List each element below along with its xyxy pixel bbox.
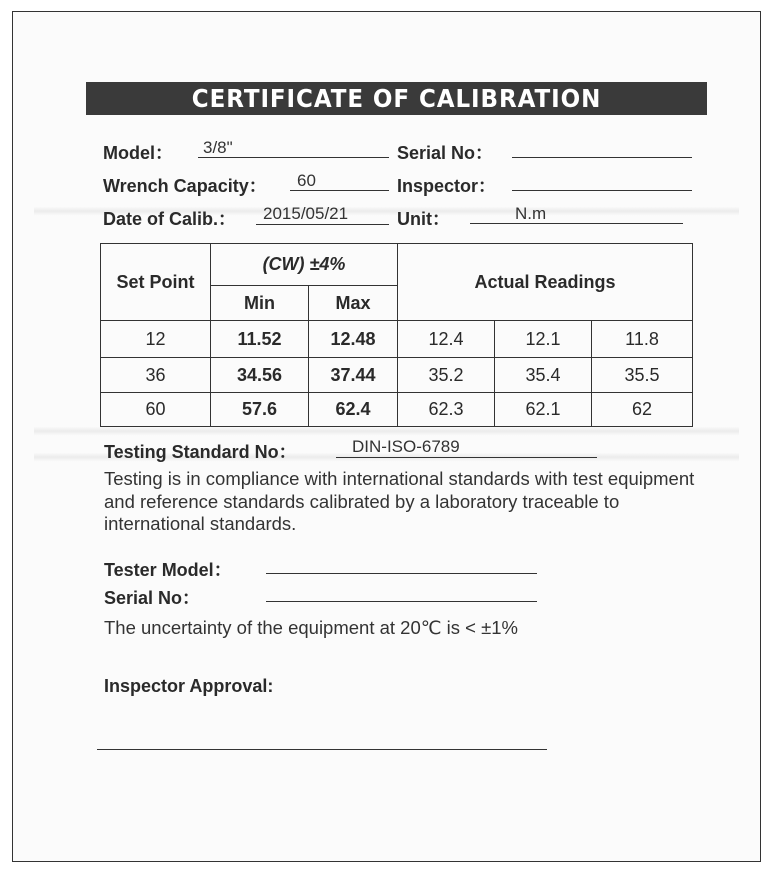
table-header-row [101, 244, 693, 286]
table-row [101, 321, 693, 358]
scan-artifact [34, 426, 739, 436]
reading-cell: 62.1 [495, 393, 592, 427]
max-cell: 12.48 [309, 321, 398, 358]
reading-cell: 62.3 [398, 393, 495, 427]
testing-standard-label: Testing Standard No： [104, 442, 297, 462]
cw-tolerance-header: (CW) ±4% [211, 244, 398, 286]
reading-cell: 12.1 [495, 321, 592, 358]
max-cell: 62.4 [309, 393, 398, 427]
table-row [101, 358, 693, 393]
set-point-cell: 36 [101, 358, 211, 393]
min-cell: 34.56 [211, 358, 309, 393]
min-cell: 57.6 [211, 393, 309, 427]
capacity-label: Wrench Capacity： [103, 176, 267, 196]
model-value: 3/8" [203, 138, 233, 157]
model-underline [198, 157, 389, 158]
table-row [101, 393, 693, 427]
certificate-title: CERTIFICATE OF CALIBRATION [191, 84, 602, 113]
unit-value: N.m [515, 204, 547, 223]
tester-serial-label: Serial No： [104, 588, 201, 608]
calibration-table [100, 243, 693, 427]
max-header: Max [309, 286, 398, 321]
reading-cell: 12.4 [398, 321, 495, 358]
max-cell: 37.44 [309, 358, 398, 393]
set-point-cell: 60 [101, 393, 211, 427]
compliance-statement: Testing is in compliance with international standards with test equipment and reference standards calibrated by a laboratory traceable to international standards. [104, 468, 695, 534]
date-label: Date of Calib.： [103, 209, 237, 229]
model-label: Model： [103, 143, 173, 163]
reading-cell: 11.8 [592, 321, 693, 358]
capacity-value: 60 [297, 171, 316, 190]
unit-underline [470, 223, 683, 224]
tester-serial-underline [266, 601, 537, 602]
tester-model-label: Tester Model： [104, 560, 232, 580]
testing-standard-value: DIN-ISO-6789 [352, 437, 460, 456]
date-underline [256, 224, 389, 225]
reading-cell: 35.2 [398, 358, 495, 393]
serial-label: Serial No： [397, 143, 494, 163]
actual-readings-header: Actual Readings [398, 244, 693, 321]
inspector-underline [512, 190, 692, 191]
min-header: Min [211, 286, 309, 321]
tester-model-underline [266, 573, 537, 574]
inspector-label: Inspector： [397, 176, 497, 196]
serial-underline [512, 157, 692, 158]
capacity-underline [290, 190, 389, 191]
inspector-approval-label: Inspector Approval: [104, 676, 274, 696]
uncertainty-statement: The uncertainty of the equipment at 20℃ is < ±1% [104, 617, 519, 638]
testing-standard-underline [336, 457, 597, 458]
min-cell: 11.52 [211, 321, 309, 358]
set-point-header: Set Point [101, 244, 211, 321]
reading-cell: 62 [592, 393, 693, 427]
title-banner [86, 82, 707, 115]
reading-cell: 35.5 [592, 358, 693, 393]
approval-signature-line [97, 749, 547, 750]
reading-cell: 35.4 [495, 358, 592, 393]
date-value: 2015/05/21 [263, 204, 349, 223]
unit-label: Unit： [397, 209, 450, 229]
set-point-cell: 12 [101, 321, 211, 358]
